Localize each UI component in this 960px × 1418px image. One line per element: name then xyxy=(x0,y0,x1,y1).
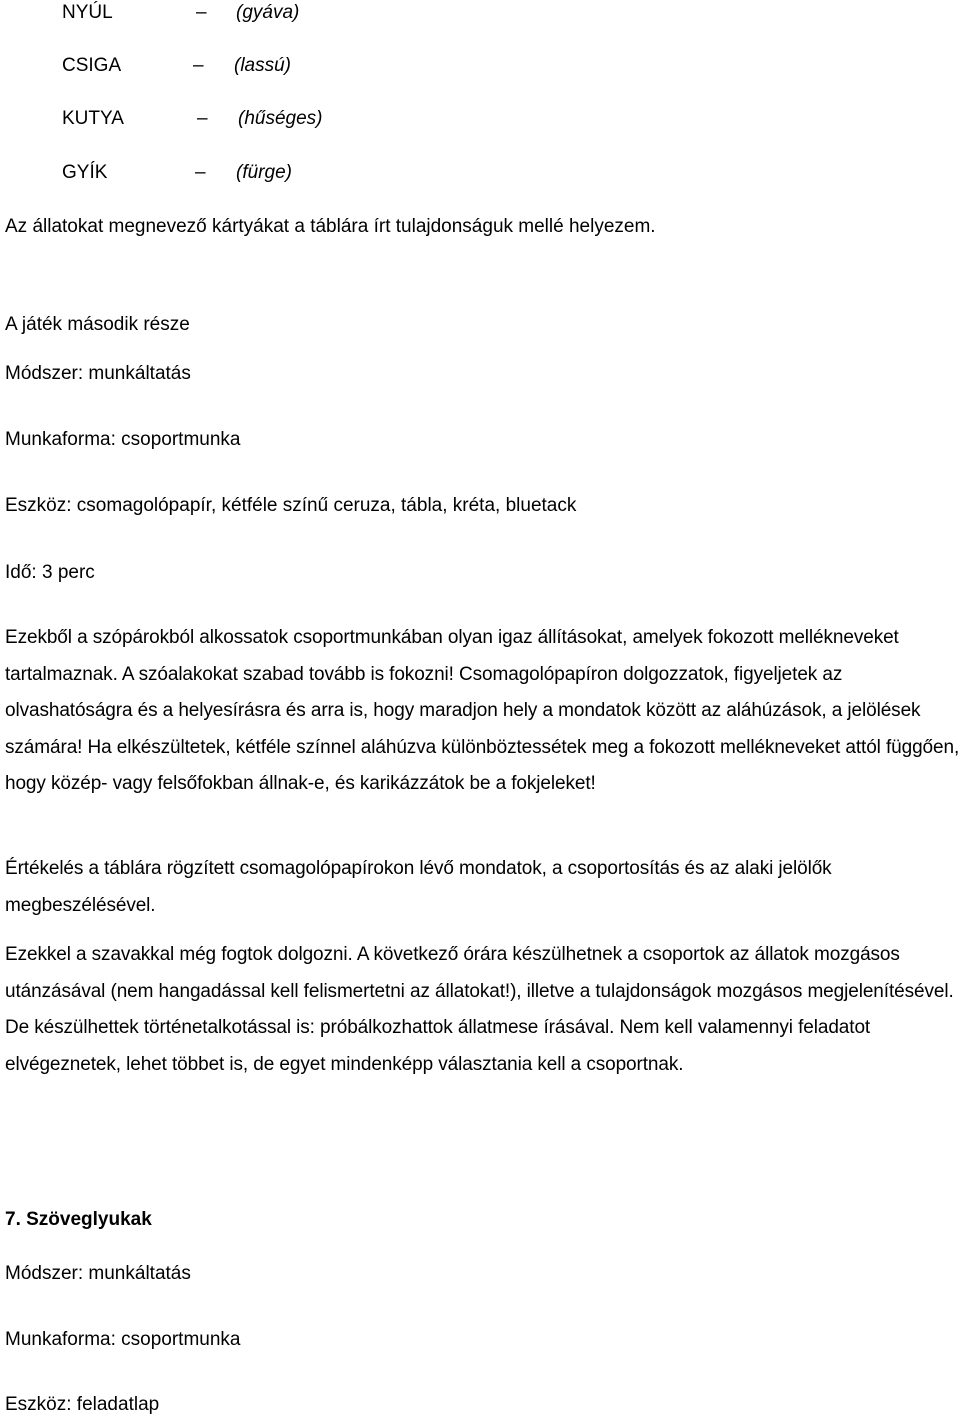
paragraph-task: Ezekből a szópárokból alkossatok csoportmunkában olyan igaz állításokat, amelyek fokozott mellékneveket tartalmaznak. A szóalakokat szabad tovább is fokozni! Csomagolópapíron dolgozzatok, figyeljetek az olvashatóságra és a helyesírásra és arra is, hogy maradjon hely a mondatok között az aláhúzások, a jelölések számára! Ha elkészültetek, kétféle színnel aláhúzva különböztessétek meg a fokozott mellékneveket attól függően, hogy közép- vagy felsőfokban állnak-e, és karikázzátok be a fokjeleket! xyxy=(5,627,960,794)
part2-method: Módszer: munkáltatás xyxy=(5,363,191,384)
animal-name: CSIGA xyxy=(62,55,122,76)
animal-trait: (lassú) xyxy=(234,55,292,76)
animal-name: GYÍK xyxy=(62,162,108,183)
part2-tools: Eszköz: csomagolópapír, kétféle színű ceruza, tábla, kréta, bluetack xyxy=(5,495,577,516)
paragraph-further-work: Ezekkel a szavakkal még fogtok dolgozni. A következő órára készülhetnek a csoportok az állatok mozgásos utánzásával (nem hangadással kell felismertetni az állatokat!), illetve a tulajdonságok mozgásos megjelenítésével. De készülhettek történetalkotással is: próbálkozhattok állatmese írásával. Nem kell valamennyi feladatot elvégeznetek, lehet többet is, de egyet mindenképp választania kell a csoportnak. xyxy=(5,944,954,1075)
section7-tools: Eszköz: feladatlap xyxy=(5,1394,160,1415)
paragraph-evaluation: Értékelés a táblára rögzített csomagolópapírokon lévő mondatok, a csoportosítás és az alaki jelölők megbeszélésével. xyxy=(5,858,832,916)
animal-name: KUTYA xyxy=(62,108,124,129)
part2-time: Idő: 3 perc xyxy=(5,562,95,583)
dash: – xyxy=(195,162,206,183)
section7-method: Módszer: munkáltatás xyxy=(5,1263,191,1284)
dash: – xyxy=(193,55,204,76)
animal-trait: (gyáva) xyxy=(236,2,300,23)
part2-form: Munkaforma: csoportmunka xyxy=(5,429,241,450)
animal-trait: (fürge) xyxy=(236,162,292,183)
section7-heading: 7. Szöveglyukak xyxy=(5,1209,152,1230)
dash: – xyxy=(197,108,208,129)
dash: – xyxy=(196,2,207,23)
instruction-cards: Az állatokat megnevező kártyákat a táblára írt tulajdonságuk mellé helyezem. xyxy=(5,216,656,237)
part2-title: A játék második része xyxy=(5,314,190,335)
animal-trait: (hűséges) xyxy=(238,108,323,129)
animal-name: NYÚL xyxy=(62,2,113,23)
section7-form: Munkaforma: csoportmunka xyxy=(5,1329,241,1350)
